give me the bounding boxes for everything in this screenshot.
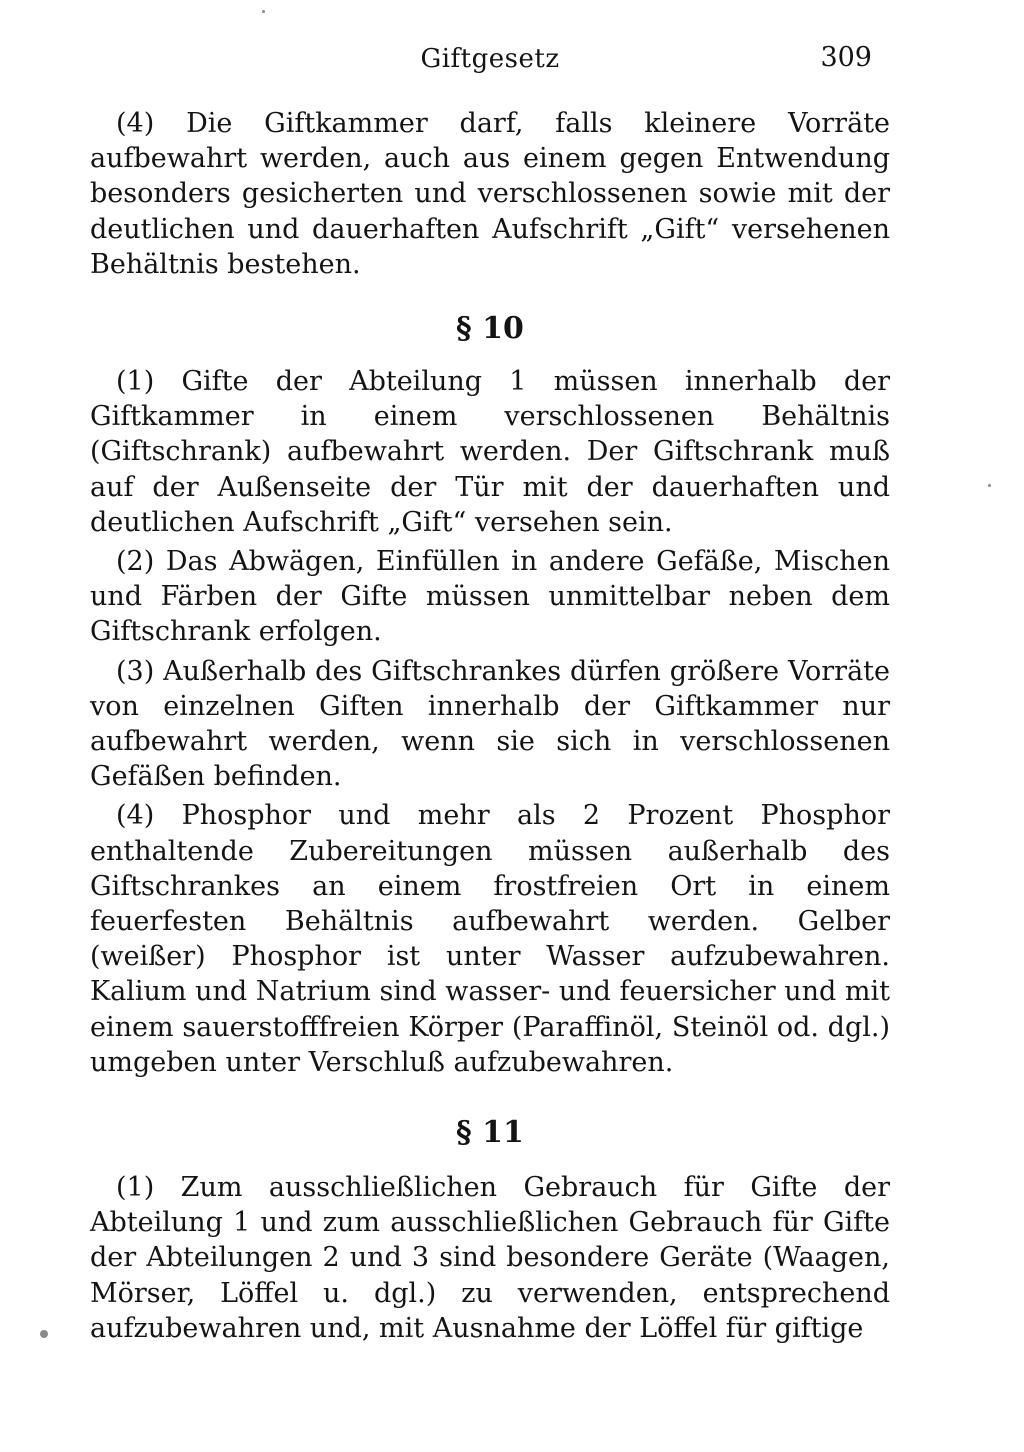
scan-speck	[262, 10, 265, 13]
section-10-paragraph-1: (1) Gifte der Abteilung 1 müssen innerhalb der Giftkammer in einem verschlossenen Behältnis (Giftschrank) aufbewahrt werden. Der Giftschrank muß auf der Außenseite der Tür mit der dauerhaften und deutlichen Aufschrift „Gift“ versehen sein.	[90, 366, 890, 538]
scan-speck	[988, 484, 991, 487]
scan-speck	[40, 1330, 48, 1338]
running-title: Giftgesetz	[420, 44, 560, 74]
section-9-paragraph-4: (4) Die Giftkammer darf, falls kleinere Vorräte aufbewahrt werden, auch aus einem gegen Entwendung besonders gesicherten und verschlossenen sowie mit der deutlichen und dauerhaften Aufschrift „Gift“ versehenen Behältnis bestehen.	[90, 108, 890, 280]
page-number: 309	[820, 42, 872, 73]
section-10-paragraph-3: (3) Außerhalb des Giftschrankes dürfen größere Vorräte von einzelnen Giften innerhalb der Giftkammer nur aufbewahrt werden, wenn sie sich in verschlossenen Gefäßen befinden.	[90, 655, 890, 793]
section-10-paragraph-2: (2) Das Abwägen, Einfüllen in andere Gefäße, Mischen und Färben der Gifte müssen unmittelbar neben dem Giftschrank erfolgen.	[90, 546, 890, 648]
section-11-paragraph-1: (1) Zum ausschließlichen Gebrauch für Gifte der Abteilung 1 und zum ausschließlichen Gebrauch für Gifte der Abteilungen 2 und 3 sind besondere Geräte (Waagen, Mörser, Löffel u. dgl.) zu verwenden, entsprechend aufzubewahren und, mit Ausnahme der Löffel für giftige	[90, 1172, 890, 1344]
section-10-heading: § 10	[456, 311, 524, 347]
page-header	[90, 44, 890, 84]
section-11-heading: § 11	[456, 1115, 524, 1151]
body-text	[90, 106, 890, 1346]
section-10-paragraph-4: (4) Phosphor und mehr als 2 Prozent Phosphor enthaltende Zubereitungen müssen außerhalb des Giftschrankes an einem frostfreien Ort in einem feuerfesten Behältnis aufbewahrt werden. Gelber (weißer) Phosphor ist unter Wasser aufzubewahren. Kalium und Natrium sind wasser- und feuersicher und mit einem sauerstofffreien Körper (Paraffinöl, Steinöl od. dgl.) umgeben unter Verschluß aufzubewahren.	[90, 800, 890, 1078]
